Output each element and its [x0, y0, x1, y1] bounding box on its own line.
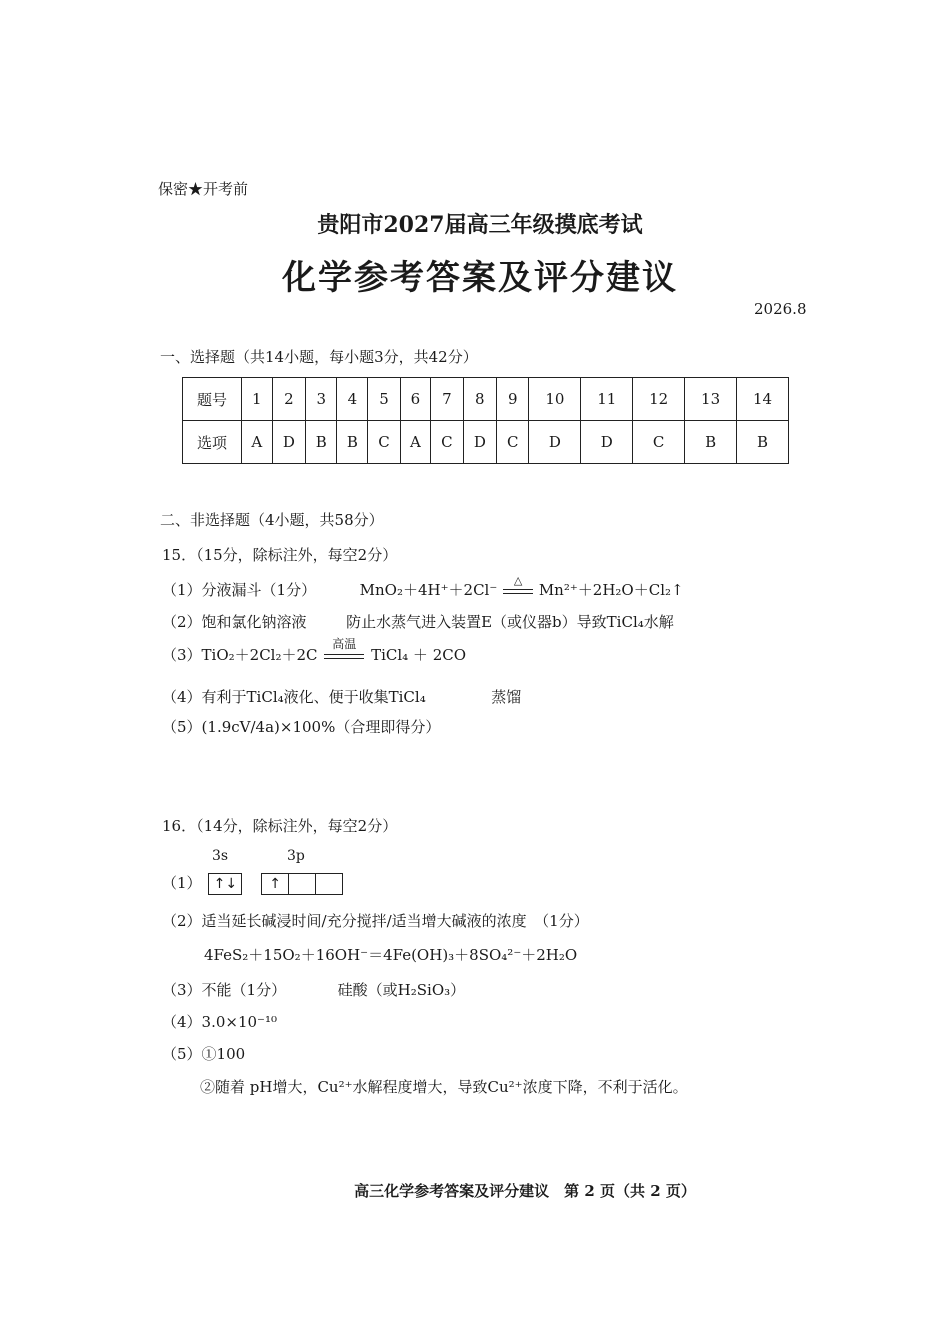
q16-part4: （4）3.0×10⁻¹⁰ — [162, 1013, 277, 1031]
question-number: 12 — [633, 378, 685, 421]
document-date: 2026.8 — [754, 300, 807, 318]
q15-heading: 15．（15分，除标注外，每空2分） — [162, 546, 398, 564]
table-row-numbers — [183, 378, 789, 421]
answer-cell: A — [400, 421, 431, 464]
q16-part1-label: （1） — [162, 874, 202, 892]
answer-cell: B — [337, 421, 368, 464]
answer-cell: C — [431, 421, 463, 464]
answer-cell: B — [737, 421, 789, 464]
question-number: 10 — [529, 378, 581, 421]
q15-part3-right: TiCl₄ ＋ 2CO — [371, 646, 467, 664]
high-temp-condition: 高温 — [332, 637, 357, 651]
table-row-answers — [183, 421, 789, 464]
answer-cell: C — [368, 421, 400, 464]
question-number: 6 — [400, 378, 431, 421]
question-number: 8 — [463, 378, 497, 421]
answer-cell: C — [497, 421, 529, 464]
answer-cell: B — [306, 421, 337, 464]
answer-cell: D — [581, 421, 633, 464]
q16-part1 — [162, 872, 343, 895]
q15-part4-answer-a: （4）有利于TiCl₄液化、便于收集TiCl₄ — [162, 688, 426, 706]
question-number: 7 — [431, 378, 463, 421]
confidential-mark: 保密★开考前 — [158, 180, 249, 198]
row-label-answer: 选项 — [183, 421, 242, 464]
answer-cell: D — [463, 421, 497, 464]
question-number: 2 — [272, 378, 306, 421]
question-number: 11 — [581, 378, 633, 421]
question-number: 9 — [497, 378, 529, 421]
question-number: 4 — [337, 378, 368, 421]
document-title: 化学参考答案及评分建议 — [282, 258, 678, 298]
q16-part3-answer-b: 硅酸（或H₂SiO₃） — [337, 981, 466, 999]
exam-title: 贵阳市2027届高三年级摸底考试 — [317, 212, 643, 238]
q15-part1 — [162, 574, 684, 600]
section1-heading: 一、选择题（共14小题，每小题3分，共42分） — [160, 348, 478, 366]
q16-part5-1: （5）①100 — [162, 1045, 246, 1063]
reaction-equals — [324, 637, 364, 663]
orbital-box-3p — [261, 873, 343, 895]
q16-part3-answer-a: （3）不能（1分） — [162, 981, 287, 999]
question-number: 3 — [306, 378, 337, 421]
reaction-arrow — [503, 574, 533, 598]
q15-part2 — [162, 611, 674, 632]
section2-heading: 二、非选择题（4小题，共58分） — [160, 511, 384, 529]
q15-part4 — [162, 686, 521, 707]
answer-cell: B — [685, 421, 737, 464]
q16-part2-equation: 4FeS₂＋15O₂＋16OH⁻＝4Fe(OH)₃＋8SO₄²⁻＋2H₂O — [204, 946, 578, 964]
orbital-cell: ↑ — [262, 874, 289, 894]
q15-part3-left: （3）TiO₂＋2Cl₂＋2C — [162, 646, 318, 664]
question-number: 5 — [368, 378, 400, 421]
q16-part2: （2）适当延长碱浸时间/充分搅拌/适当增大碱液的浓度 （1分） — [162, 912, 589, 930]
orbital-label-3s: 3s — [212, 848, 229, 864]
q15-part4-answer-b: 蒸馏 — [491, 688, 522, 706]
q15-part5: （5）(1.9cV/4a)×100%（合理即得分） — [162, 718, 441, 736]
q15-equation-right: Mn²⁺＋2H₂O＋Cl₂↑ — [538, 581, 684, 599]
q15-part2-answer-b: 防止水蒸气进入装置E（或仪器b）导致TiCl₄水解 — [346, 613, 674, 631]
orbital-box-3s — [208, 873, 242, 895]
q16-part3 — [162, 979, 465, 1000]
answer-cell: D — [272, 421, 306, 464]
orbital-cell — [289, 874, 316, 894]
q15-equation-left: MnO₂＋4H⁺＋2Cl⁻ — [359, 581, 498, 599]
q16-part5-2: ②随着 pH增大，Cu²⁺水解程度增大，导致Cu²⁺浓度下降，不利于活化。 — [200, 1078, 688, 1096]
page-footer: 高三化学参考答案及评分建议 第 2 页（共 2 页） — [354, 1182, 696, 1200]
question-number: 13 — [685, 378, 737, 421]
heat-condition: △ — [513, 574, 523, 587]
orbital-cell: ↑↓ — [213, 876, 238, 892]
orbital-cell — [316, 874, 342, 894]
q16-heading: 16．（14分，除标注外，每空2分） — [162, 817, 398, 835]
answer-cell: C — [633, 421, 685, 464]
q15-part1-label: （1）分液漏斗（1分） — [162, 581, 317, 599]
q15-part3 — [162, 637, 467, 665]
answer-table — [182, 377, 789, 464]
q15-part2-answer-a: （2）饱和氯化钠溶液 — [162, 613, 307, 631]
answer-cell: A — [242, 421, 273, 464]
question-number: 14 — [737, 378, 789, 421]
row-label-number: 题号 — [183, 378, 242, 421]
orbital-label-3p: 3p — [287, 848, 305, 864]
answer-cell: D — [529, 421, 581, 464]
question-number: 1 — [242, 378, 273, 421]
